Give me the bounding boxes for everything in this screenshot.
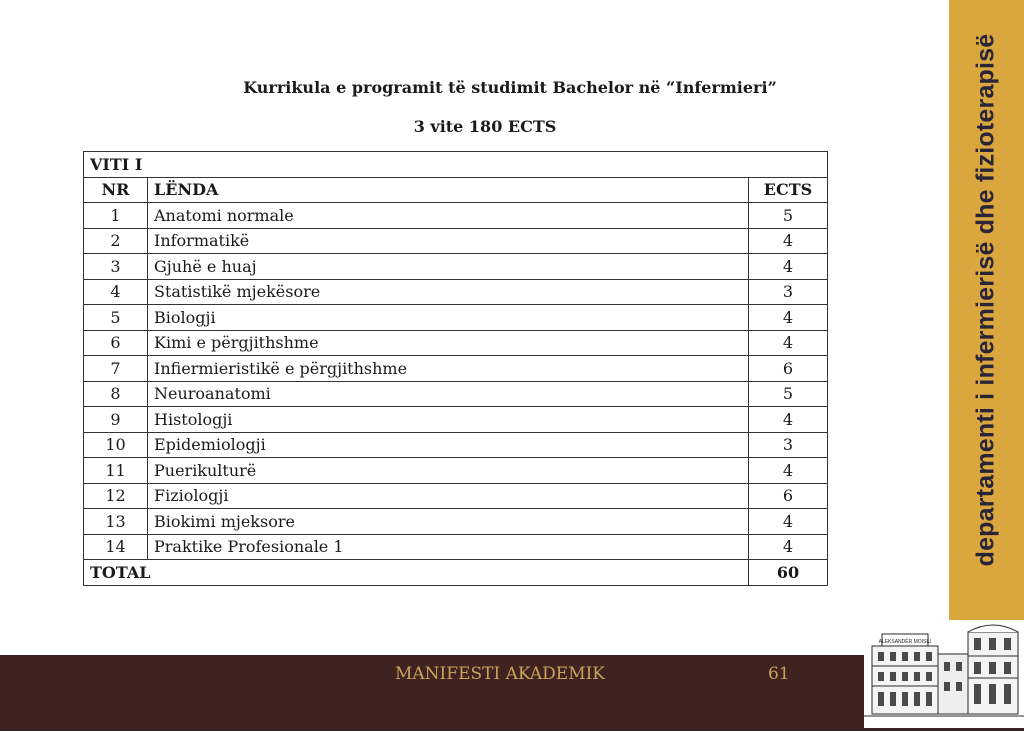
table-row [84, 228, 828, 254]
row-number: 4 [84, 279, 148, 305]
row-ects: 3 [749, 432, 828, 458]
table-row [84, 407, 828, 433]
row-subject: Neuroanatomi [148, 381, 749, 407]
row-number: 14 [84, 534, 148, 560]
header-ects: ECTS [749, 177, 828, 203]
table-row [84, 381, 828, 407]
row-ects: 5 [749, 203, 828, 229]
row-ects: 6 [749, 356, 828, 382]
row-subject: Biologji [148, 305, 749, 331]
row-ects: 4 [749, 458, 828, 484]
page-title: Kurrikula e programit të studimit Bachelor në “Infermieri” [243, 78, 777, 97]
curriculum-table [83, 151, 828, 586]
table-row [84, 203, 828, 229]
row-ects: 4 [749, 330, 828, 356]
building-illustration [864, 620, 1024, 728]
page-subtitle: 3 vite 180 ECTS [413, 117, 557, 136]
row-number: 11 [84, 458, 148, 484]
row-ects: 4 [749, 254, 828, 280]
table-row [84, 483, 828, 509]
table-row [84, 279, 828, 305]
table-row [84, 432, 828, 458]
row-subject: Histologji [148, 407, 749, 433]
row-number: 10 [84, 432, 148, 458]
row-subject: Praktike Profesionale 1 [148, 534, 749, 560]
table-row [84, 305, 828, 331]
row-subject: Epidemiologji [148, 432, 749, 458]
row-number: 9 [84, 407, 148, 433]
row-subject: Kimi e përgjithshme [148, 330, 749, 356]
footer-label: MANIFESTI AKADEMIK [395, 664, 606, 684]
table-row [84, 330, 828, 356]
row-ects: 4 [749, 228, 828, 254]
row-ects: 4 [749, 534, 828, 560]
total-label: TOTAL [84, 560, 749, 586]
department-label: departamenti i infermierisë dhe fizioterapisë [971, 33, 1000, 567]
table-row [84, 458, 828, 484]
row-number: 13 [84, 509, 148, 535]
row-ects: 6 [749, 483, 828, 509]
table-row [84, 509, 828, 535]
row-subject: Infiermieristikë e përgjithshme [148, 356, 749, 382]
row-ects: 4 [749, 407, 828, 433]
university-building-logo [864, 620, 1024, 728]
row-ects: 4 [749, 305, 828, 331]
table-row [84, 356, 828, 382]
section-row [84, 152, 828, 178]
row-ects: 3 [749, 279, 828, 305]
row-subject: Informatikë [148, 228, 749, 254]
row-subject: Fiziologji [148, 483, 749, 509]
page-number: 61 [768, 664, 790, 684]
total-ects: 60 [749, 560, 828, 586]
row-number: 6 [84, 330, 148, 356]
row-number: 3 [84, 254, 148, 280]
section-label: VITI I [84, 152, 828, 178]
table-row [84, 534, 828, 560]
logo-sign: ALEKSANDËR MOISIU [878, 639, 932, 645]
row-number: 2 [84, 228, 148, 254]
row-subject: Statistikë mjekësore [148, 279, 749, 305]
row-number: 7 [84, 356, 148, 382]
row-number: 12 [84, 483, 148, 509]
row-ects: 4 [749, 509, 828, 535]
total-row [84, 560, 828, 586]
header-subject: LËNDA [148, 177, 749, 203]
row-number: 1 [84, 203, 148, 229]
row-number: 8 [84, 381, 148, 407]
row-subject: Anatomi normale [148, 203, 749, 229]
row-subject: Gjuhë e huaj [148, 254, 749, 280]
header-row [84, 177, 828, 203]
header-nr: NR [84, 177, 148, 203]
row-number: 5 [84, 305, 148, 331]
row-ects: 5 [749, 381, 828, 407]
table-row [84, 254, 828, 280]
row-subject: Puerikulturë [148, 458, 749, 484]
row-subject: Biokimi mjeksore [148, 509, 749, 535]
